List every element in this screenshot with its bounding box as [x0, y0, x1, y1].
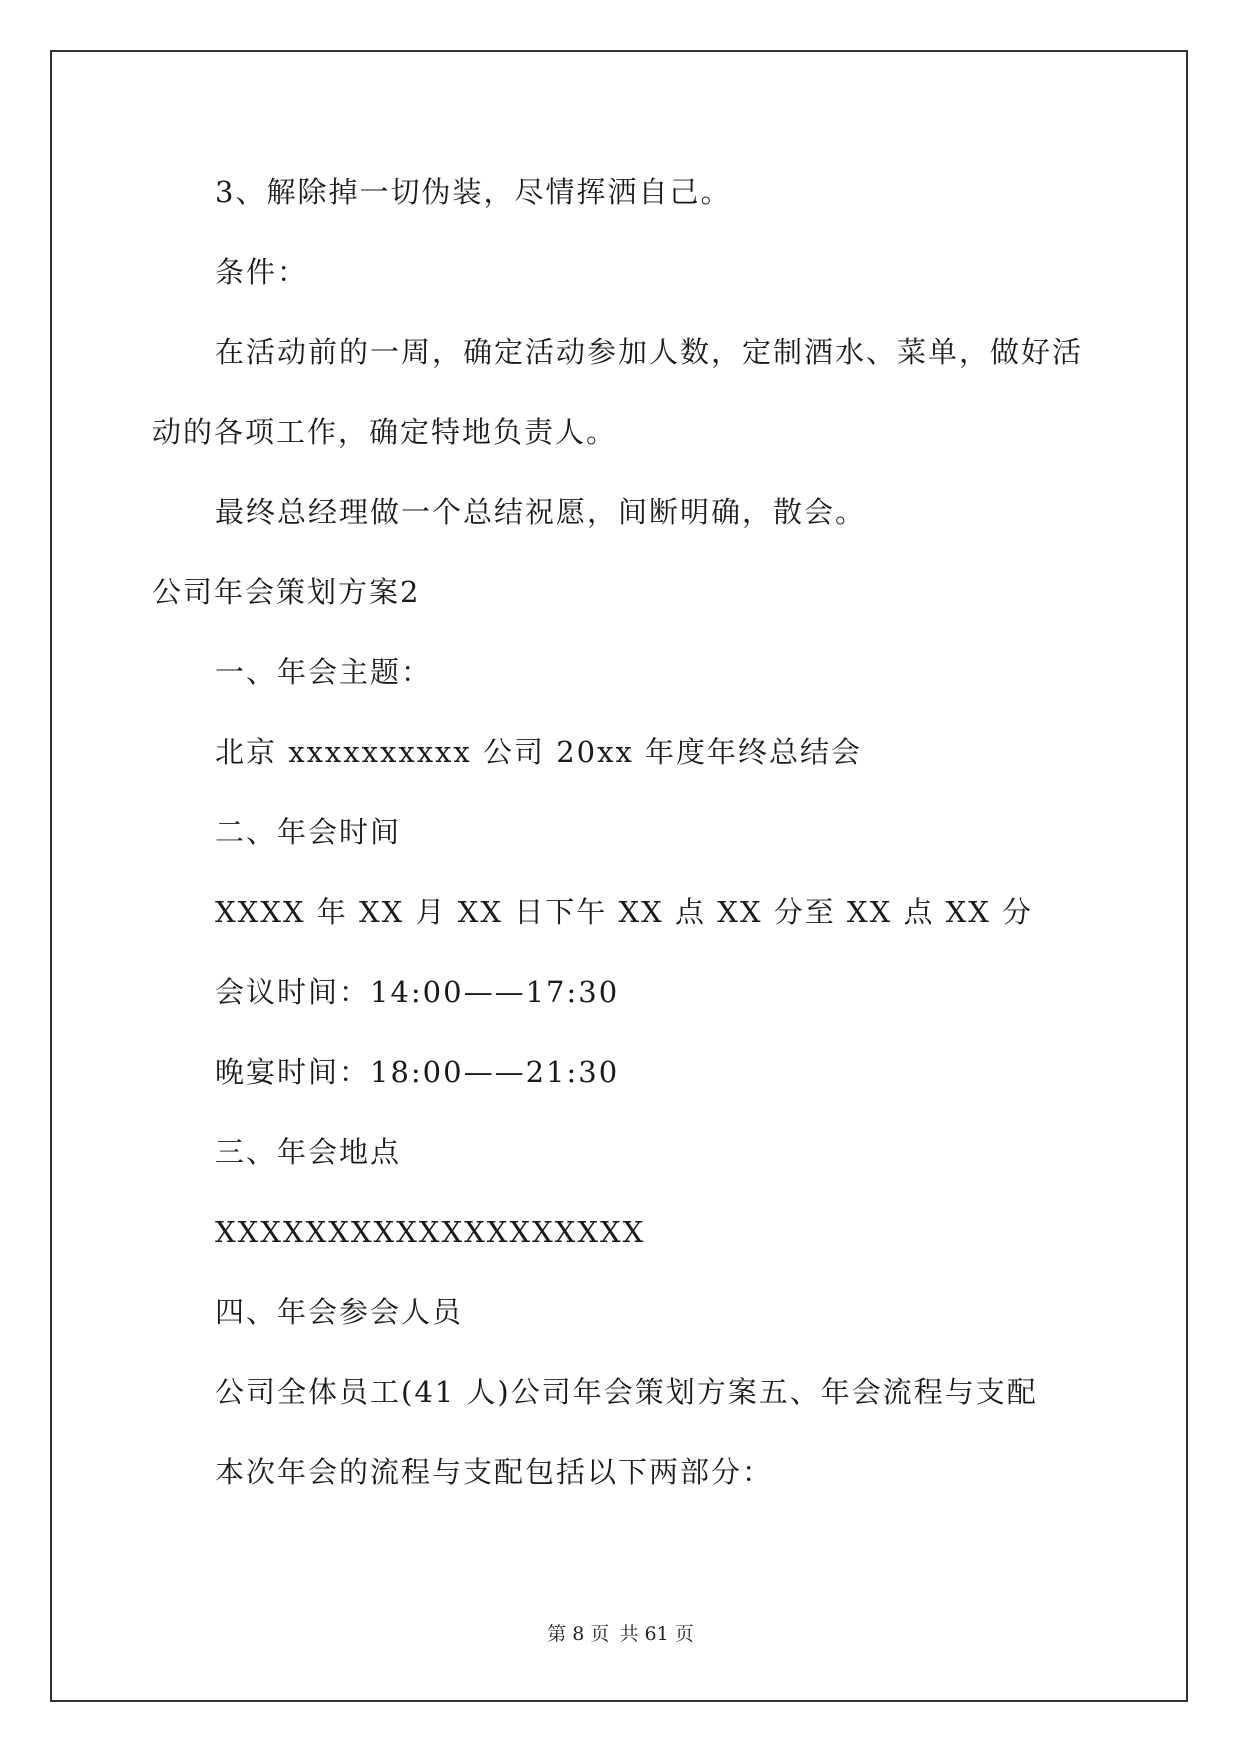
section-heading: 四、年会参会人员	[215, 1295, 464, 1329]
body-line: 北京 xxxxxxxxxx 公司 20xx 年度年终总结会	[215, 735, 863, 769]
body-line: XXXXXXXXXXXXXXXXXXX	[215, 1215, 646, 1249]
body-line: 公司全体员工(41 人)公司年会策划方案五、年会流程与支配	[215, 1375, 1038, 1409]
page-total: 共 61 页	[619, 1623, 694, 1645]
body-line: 动的各项工作，确定特地负责人。	[152, 415, 618, 449]
body-line: XXXX 年 XX 月 XX 日下午 XX 点 XX 分至 XX 点 XX 分	[215, 895, 1034, 929]
body-line: 3、解除掉一切伪装，尽情挥洒自己。	[215, 175, 732, 209]
body-line: 在活动前的一周，确定活动参加人数，定制酒水、菜单，做好活	[215, 335, 1084, 369]
body-line: 晚宴时间：18:00——21:30	[215, 1055, 620, 1089]
section-heading: 一、年会主题：	[215, 655, 433, 689]
body-line: 本次年会的流程与支配包括以下两部分：	[215, 1455, 774, 1489]
body-line: 会议时间：14:00——17:30	[215, 975, 620, 1009]
body-line: 最终总经理做一个总结祝愿，间断明确，散会。	[215, 495, 867, 529]
section-title: 公司年会策划方案2	[152, 575, 421, 609]
page-footer	[0, 1622, 1241, 1646]
section-heading: 三、年会地点	[215, 1135, 402, 1169]
page-number: 第 8 页	[547, 1623, 610, 1645]
body-line: 条件：	[215, 255, 309, 289]
section-heading: 二、年会时间	[215, 815, 402, 849]
